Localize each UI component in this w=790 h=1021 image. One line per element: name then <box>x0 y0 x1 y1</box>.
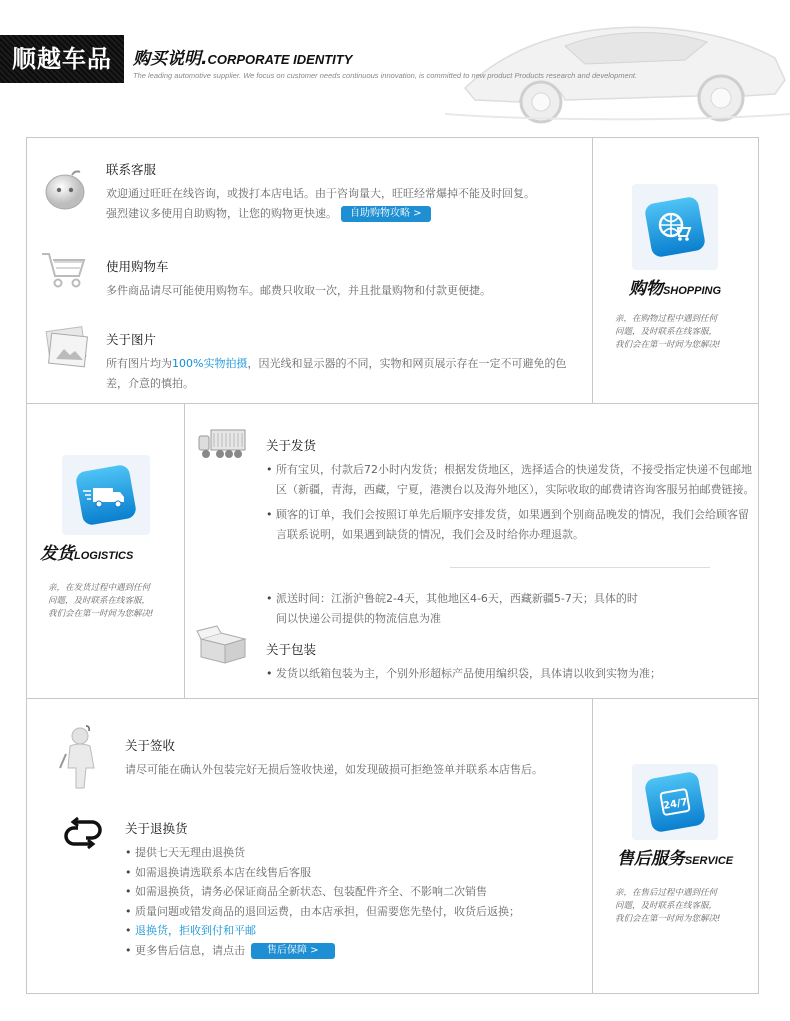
returns-item-3: • 如需退换货，请务必保证商品全新状态、包装配件齐全、不影响二次销售 <box>125 882 585 902</box>
shopping-note-3: 我们会在第一时间为您解决! <box>615 340 721 350</box>
sign-block <box>125 736 585 780</box>
service-badge <box>605 764 745 926</box>
shopping-badge-title <box>605 274 745 299</box>
photo-text <box>106 354 576 394</box>
logistics-tile <box>62 455 150 535</box>
logistics-badge-note <box>48 582 180 621</box>
shipping-list <box>266 460 756 544</box>
contact-text-2 <box>106 204 586 224</box>
delivery-time-block <box>266 589 646 628</box>
logistics-note-2: 问题，及时联系在线客服， <box>48 596 151 606</box>
returns-item-2: • 如需退换请选联系本店在线售后客服 <box>125 863 585 883</box>
delivery-time-list <box>266 589 646 628</box>
photo-text-pre: 所有图片均为 <box>106 357 172 370</box>
shopping-badge <box>605 184 745 352</box>
cart-text: 多件商品请尽可能使用购物车。邮费只收取一次，并且批量购物和付款更便捷。 <box>106 284 491 297</box>
service-note-3: 我们会在第一时间为您解决! <box>615 914 721 924</box>
service-tile <box>632 764 718 840</box>
service-note-2: 问题，及时联系在线客服， <box>615 901 718 911</box>
delivery-time-item: • 派送时间：江浙沪鲁皖2-4天，其他地区4-6天，西藏新疆5-7天；具体的时间以快递公司提供的物流信息为准 <box>266 589 646 628</box>
chat-bubble-icon <box>42 168 88 214</box>
car-silhouette-icon <box>445 10 790 128</box>
returns-item-5: • 退换货，拒收到付和平邮 <box>125 921 585 941</box>
title-en: CORPORATE IDENTITY <box>207 52 353 67</box>
shopping-badge-title-cn: 购物 <box>628 279 663 299</box>
shopping-note-2: 问题，及时联系在线客服， <box>615 327 718 337</box>
delivery-truck-icon <box>71 460 141 530</box>
self-service-guide-button[interactable]: 自助购物攻略 > <box>341 206 431 222</box>
page-title <box>133 44 352 69</box>
shopping-note-1: 亲，在购物过程中遇到任何 <box>615 314 718 324</box>
service-badge-title-cn: 售后服务 <box>616 849 685 869</box>
contact-title: 联系客服 <box>106 162 157 177</box>
globe-cart-icon <box>640 192 710 262</box>
shopping-badge-note <box>615 313 745 352</box>
shopping-tile <box>632 184 718 270</box>
returns-title: 关于退换货 <box>125 821 188 836</box>
logistics-badge-title-en: LOGISTICS <box>74 550 134 562</box>
shopping-badge-title-en: SHOPPING <box>662 285 722 297</box>
divider-vertical <box>592 137 593 404</box>
logistics-badge-title-cn: 发货 <box>40 544 74 564</box>
contact-text-1: 欢迎通过旺旺在线咨询，或拨打本店电话。由于咨询量大，旺旺经常爆掉不能及时回复。 <box>106 187 535 200</box>
tagline: The leading automotive supplier. We focus on customer needs continuous innovation, is committed to new product Products research and development. <box>133 71 638 80</box>
logistics-badge <box>40 455 180 621</box>
svg-text:24/7: 24/7 <box>662 796 689 813</box>
shipping-block <box>266 436 756 544</box>
shipping-item-2: • 顾客的订单，我们会按照订单先后顺序安排发货，如果遇到个别商品晚发的情况，我们会给顾客留言联系说明，如果遇到缺货的情况，我们会及时给你办理退款。 <box>266 505 756 544</box>
24-7-service-icon <box>640 769 710 835</box>
service-note-1: 亲，在售后过程中遇到任何 <box>615 888 718 898</box>
brand-logo: 顺越车品 <box>0 35 124 83</box>
photo-text-post: ，因光线和显示器的不同，实物和网页展示存在一定不可避免的色差，介意的慎拍。 <box>106 357 567 390</box>
photo-text-highlight: 100%实物拍摄 <box>172 357 248 370</box>
packing-item-1: • 发货以纸箱包装为主，个别外形超标产品使用编织袋，具体请以收到实物为准； <box>266 664 756 684</box>
returns-item-1: • 提供七天无理由退换货 <box>125 843 585 863</box>
page-header <box>0 0 790 128</box>
logistics-note-1: 亲，在发货过程中遇到任何 <box>48 583 151 593</box>
shipping-item-1: • 所有宝贝，付款后72小时内发货；根据发货地区，选择适合的快递发货，不接受指定快递不包邮地区（新疆，青海，西藏，宁夏，港澳台以及海外地区），实际收取的邮费请咨询客服另拍邮费链接。 <box>266 460 756 499</box>
exchange-arrows-icon <box>64 816 102 850</box>
signing-person-icon <box>58 724 104 794</box>
photo-block <box>106 330 576 394</box>
photo-stack-icon <box>42 325 92 371</box>
divider-vertical <box>592 698 593 994</box>
divider-horizontal <box>450 567 710 568</box>
truck-icon <box>198 426 248 462</box>
logistics-badge-title <box>40 539 180 564</box>
returns-item-4: • 质量问题或错发商品的退回运费，由本店承担，但需要您先垫付，收货后返换； <box>125 902 585 922</box>
sign-title: 关于签收 <box>125 738 176 753</box>
contact-service-block <box>106 160 586 224</box>
packing-list <box>266 664 756 684</box>
logistics-note-3: 我们会在第一时间为您解决! <box>48 609 154 619</box>
package-box-icon <box>195 625 249 665</box>
returns-item-6 <box>125 941 585 961</box>
shipping-title: 关于发货 <box>266 438 317 453</box>
cart-title: 使用购物车 <box>106 259 169 274</box>
packing-block <box>266 640 756 684</box>
contact-text-2-body: 强烈建议多使用自助购物，让您的购物更快速。 <box>106 207 337 220</box>
service-badge-title-en: SERVICE <box>684 855 734 867</box>
photo-title: 关于图片 <box>106 332 157 347</box>
returns-block <box>125 819 585 960</box>
cart-block <box>106 257 586 301</box>
shopping-cart-icon <box>40 250 86 290</box>
service-badge-title <box>605 844 745 869</box>
title-cn: 购买说明. <box>133 49 208 69</box>
returns-item-6-text: 更多售后信息，请点击 <box>135 943 245 957</box>
sign-text: 请尽可能在确认外包装完好无损后签收快递，如发现破损可拒绝签单并联系本店售后。 <box>125 763 543 776</box>
divider-vertical <box>184 403 185 699</box>
returns-list <box>125 843 585 960</box>
service-badge-note <box>615 887 745 926</box>
after-sales-guarantee-button[interactable]: 售后保障 > <box>251 943 335 959</box>
packing-title: 关于包装 <box>266 642 317 657</box>
